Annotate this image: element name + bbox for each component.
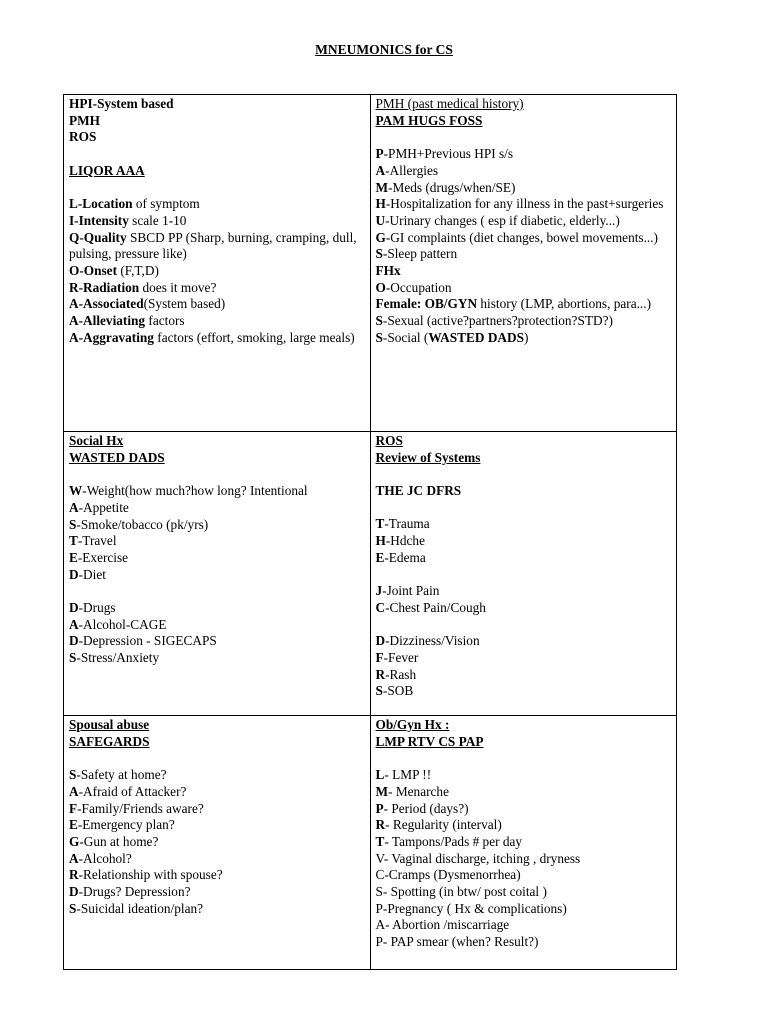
cell-spousal-abuse [64, 716, 371, 970]
text-segment: -Appetite [78, 499, 129, 515]
text-segment: (F,T,D) [117, 263, 159, 278]
text-segment: A [69, 783, 79, 799]
text-line [69, 750, 365, 767]
text-segment: PAM HUGS FOSS [375, 112, 483, 128]
text-line [69, 113, 365, 130]
text-segment: -Travel [77, 533, 117, 549]
text-line [376, 483, 672, 500]
text-segment: -Occupation [385, 279, 452, 295]
text-line [376, 934, 672, 951]
text-line [69, 129, 365, 146]
text-segment: -Urinary changes ( esp if diabetic, elderly...) [385, 212, 620, 228]
text-segment: V- Vaginal discharge, itching , dryness [375, 850, 581, 866]
text-line [376, 683, 672, 700]
text-line [69, 567, 365, 584]
text-segment: scale 1-10 [128, 212, 187, 228]
text-line [376, 96, 672, 113]
text-line [376, 213, 672, 230]
text-line [376, 567, 672, 584]
text-segment: ROS [375, 433, 403, 448]
text-segment: A-Alleviating [69, 313, 146, 329]
text-segment: THE JC DFRS [375, 483, 462, 499]
text-segment: Female: OB/GYN [375, 296, 478, 312]
text-segment: ROS [69, 129, 97, 145]
text-line [69, 450, 365, 467]
text-segment: Review of Systems [375, 449, 481, 465]
text-segment: -Meds (drugs/when/SE) [388, 179, 516, 195]
text-segment: S [375, 683, 383, 699]
text-line [376, 516, 672, 533]
text-line [376, 734, 672, 751]
text-segment: R [375, 666, 386, 682]
text-segment: -Family/Friends aware? [77, 800, 204, 816]
text-segment: WASTED DADS [428, 329, 525, 345]
text-segment: P- PAP smear (when? Result?) [375, 934, 539, 950]
text-segment: -Trauma [384, 516, 430, 532]
text-segment: A [69, 499, 79, 515]
text-line [69, 851, 365, 868]
text-segment: -Alcohol-CAGE [78, 616, 167, 632]
text-segment: H [375, 533, 386, 549]
text-line [69, 146, 365, 163]
text-segment: -Relationship with spouse? [78, 867, 223, 883]
text-line [376, 146, 672, 163]
text-line [69, 734, 365, 751]
text-segment: G [375, 229, 386, 245]
text-segment: O-Onset [69, 263, 118, 278]
text-line [376, 834, 672, 851]
text-segment: history (LMP, abortions, para...) [477, 296, 652, 312]
text-segment: -Fever [383, 650, 419, 666]
text-segment: -Stress/Anxiety [76, 650, 160, 666]
text-segment: P [375, 800, 384, 816]
text-segment: O [375, 279, 386, 295]
text-segment: (System based) [143, 296, 226, 312]
text-line [69, 650, 365, 667]
text-line [69, 96, 365, 113]
text-line [69, 466, 365, 483]
text-segment: -Chest Pain/Cough [385, 599, 486, 615]
text-line [376, 650, 672, 667]
text-segment: R [69, 867, 79, 883]
text-line [69, 196, 365, 213]
text-line [69, 263, 365, 280]
text-line [69, 550, 365, 567]
text-line [376, 330, 672, 347]
text-segment: P [375, 146, 384, 162]
text-line [376, 884, 672, 901]
text-segment: -Allergies [385, 162, 439, 178]
text-segment: -Hospitalization for any illness in the past+surgeries [385, 196, 664, 212]
text-segment: -Edema [384, 549, 426, 565]
text-segment: WASTED DADS [69, 449, 165, 465]
text-segment: - Menarche [388, 783, 449, 799]
text-segment: S [69, 516, 77, 532]
text-line [376, 550, 672, 567]
text-line [69, 230, 365, 263]
text-segment: - LMP !! [384, 767, 432, 783]
text-segment: -Gun at home? [79, 833, 159, 849]
text-line [69, 600, 365, 617]
text-line [69, 330, 365, 347]
text-segment: M [375, 179, 389, 195]
text-segment: -PMH+Previous HPI s/s [383, 146, 514, 162]
text-segment: S [375, 313, 383, 329]
text-segment: -Drugs [78, 600, 116, 615]
text-line [69, 163, 365, 180]
text-line [69, 313, 365, 330]
text-line [69, 617, 365, 634]
text-segment: -Weight(how much?how long? Intentional [82, 483, 308, 499]
text-segment: F [375, 650, 384, 666]
text-line [376, 633, 672, 650]
text-line [69, 280, 365, 297]
text-segment: C-Cramps (Dysmenorrhea) [375, 867, 521, 883]
text-segment: L-Location [69, 196, 133, 212]
text-segment: M [375, 783, 389, 799]
text-segment: A [69, 850, 79, 866]
text-segment: -Exercise [77, 549, 129, 565]
text-segment: -Afraid of Attacker? [78, 783, 187, 799]
text-line [69, 867, 365, 884]
text-line [69, 433, 365, 450]
text-segment: -Sexual (active?partners?protection?STD?) [382, 313, 613, 329]
text-segment: factors [145, 313, 185, 329]
text-line [69, 717, 365, 734]
text-line [69, 884, 365, 901]
text-line [376, 296, 672, 313]
text-line [69, 801, 365, 818]
text-line [376, 500, 672, 517]
text-segment: R-Radiation [69, 279, 140, 295]
text-segment: -Drugs? Depression? [78, 884, 191, 900]
text-line [69, 583, 365, 600]
text-line [69, 633, 365, 650]
text-segment: Spousal abuse [69, 717, 150, 732]
text-line [69, 213, 365, 230]
text-segment: T [375, 833, 385, 849]
cell-obgyn-hx [370, 716, 677, 970]
text-segment: F [69, 800, 78, 816]
text-line [376, 867, 672, 884]
text-line [376, 667, 672, 684]
table-row [64, 95, 677, 432]
text-segment: P-Pregnancy ( Hx & complications) [375, 900, 567, 916]
text-segment: D [69, 633, 79, 649]
text-segment: HPI-System based [69, 96, 174, 111]
text-segment: LMP RTV CS PAP [375, 733, 484, 749]
text-segment: S [375, 329, 383, 345]
text-line [376, 196, 672, 213]
text-segment: A- Abortion /miscarriage [375, 917, 510, 933]
text-segment: SBCD PP (Sharp, burning, cramping, dull, pulsing, pressure like) [69, 229, 357, 262]
text-line [376, 246, 672, 263]
text-segment: FHx [375, 263, 401, 279]
text-line [376, 230, 672, 247]
text-segment: S [69, 900, 77, 916]
text-line [376, 801, 672, 818]
text-line [376, 817, 672, 834]
text-line [376, 784, 672, 801]
text-segment: S [69, 767, 77, 783]
text-segment: -Hdche [385, 533, 425, 549]
cell-hpi [64, 95, 371, 432]
text-segment: ) [524, 329, 529, 345]
text-segment: PMH [375, 96, 405, 111]
text-segment: -Dizziness/Vision [385, 633, 480, 649]
text-line [376, 163, 672, 180]
text-segment: -Smoke/tobacco (pk/yrs) [76, 516, 209, 532]
text-segment: D [69, 884, 79, 900]
text-line [69, 517, 365, 534]
text-segment: -Joint Pain [382, 583, 440, 599]
text-segment: -Emergency plan? [77, 817, 175, 833]
text-line [376, 113, 672, 130]
text-segment: -Safety at home? [76, 767, 167, 783]
text-segment: E [69, 549, 78, 565]
text-segment: I-Intensity [69, 212, 129, 228]
text-line [376, 851, 672, 868]
mnemonics-table [63, 94, 677, 970]
text-segment: W [69, 483, 83, 499]
text-line [376, 280, 672, 297]
text-segment: SAFEGARDS [69, 733, 150, 749]
text-segment: A-Associated [69, 296, 144, 312]
text-segment: -SOB [382, 683, 414, 699]
text-segment: -Social ( [382, 329, 429, 345]
table-row [64, 432, 677, 716]
text-segment: -Rash [385, 666, 417, 682]
text-segment: -Depression - SIGECAPS [78, 633, 217, 649]
text-segment: E [69, 817, 78, 833]
text-segment: -Sleep pattern [382, 246, 458, 262]
text-segment: S- Spotting (in btw/ post coital ) [375, 884, 547, 900]
text-line [376, 901, 672, 918]
text-line [376, 433, 672, 450]
text-line [69, 533, 365, 550]
text-line [69, 834, 365, 851]
text-segment: C [375, 599, 386, 615]
text-segment: Q-Quality [69, 229, 127, 245]
text-line [376, 129, 672, 146]
text-line [69, 500, 365, 517]
text-segment: - Tampons/Pads # per day [384, 833, 523, 849]
text-segment: does it move? [139, 279, 217, 295]
text-segment: -Suicidal ideation/plan? [76, 900, 204, 916]
text-segment: A [69, 616, 79, 632]
text-segment: A-Aggravating [69, 329, 154, 345]
text-line [376, 583, 672, 600]
text-segment: - Regularity (interval) [385, 817, 502, 833]
text-segment: Ob/Gyn Hx : [375, 717, 450, 732]
text-segment: T [375, 516, 385, 532]
text-line [69, 296, 365, 313]
cell-social-hx [64, 432, 371, 716]
text-segment: T [69, 533, 78, 549]
text-segment: J [375, 583, 383, 599]
text-segment: factors (effort, smoking, large meals) [153, 329, 355, 345]
text-line [69, 180, 365, 197]
text-line [69, 784, 365, 801]
text-segment: D [375, 633, 386, 649]
text-line [376, 533, 672, 550]
text-segment: G [69, 833, 80, 849]
text-segment: of symptom [132, 196, 200, 212]
text-segment: R [375, 817, 386, 833]
text-line [376, 600, 672, 617]
text-segment: (past medical history) [404, 96, 524, 111]
text-line [69, 483, 365, 500]
text-segment: LIQOR AAA [69, 162, 145, 178]
text-line [376, 450, 672, 467]
text-segment: - Period (days?) [383, 800, 469, 816]
text-line [69, 901, 365, 918]
text-line [69, 767, 365, 784]
text-segment: PMH [69, 112, 101, 128]
text-line [69, 817, 365, 834]
text-segment: S [375, 246, 383, 262]
text-line [376, 313, 672, 330]
text-segment: H [375, 196, 386, 212]
text-segment: -Diet [78, 566, 106, 582]
text-line [376, 750, 672, 767]
text-line [376, 617, 672, 634]
text-segment: D [69, 566, 79, 582]
text-line [376, 917, 672, 934]
text-segment: D [69, 600, 79, 615]
cell-pmh [370, 95, 677, 432]
text-segment: -GI complaints (diet changes, bowel movements...) [385, 229, 658, 245]
text-line [376, 180, 672, 197]
table-row [64, 716, 677, 970]
text-segment: Social Hx [69, 433, 124, 448]
text-segment: -Alcohol? [78, 850, 132, 866]
text-segment: U [375, 212, 386, 228]
text-line [376, 717, 672, 734]
text-segment: L [375, 767, 385, 783]
text-line [376, 263, 672, 280]
text-line [376, 466, 672, 483]
text-segment: S [69, 650, 77, 666]
text-segment: A [375, 162, 386, 178]
cell-ros [370, 432, 677, 716]
text-line [376, 767, 672, 784]
text-segment: E [375, 549, 385, 565]
page-title: MNEUMONICS for CS [315, 42, 453, 57]
